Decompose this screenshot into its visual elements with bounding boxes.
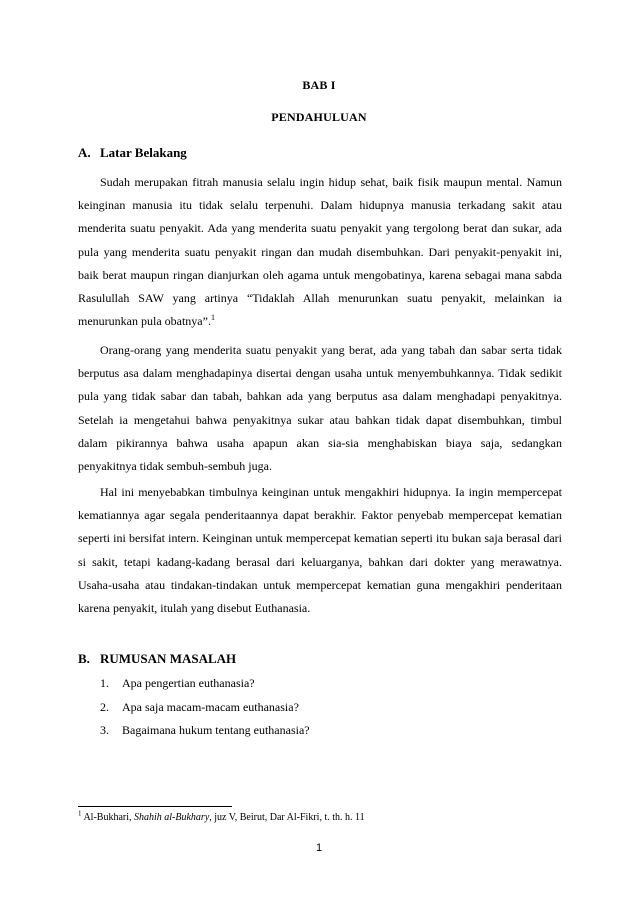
footnote-reference: 1 <box>210 313 215 323</box>
footnote-details: , juz V, Beirut, Dar Al-Fikri, t. th. h. 11 <box>209 812 365 823</box>
paragraph-3-text: Hal ini menyebabkan timbulnya keinginan untuk mengakhiri hidupnya. Ia ingin mempercepat kematiannya agar segala penderitaannya dapat berakhir. Faktor penyebab mempercepat kematian seperti ini bersifat intern. Keinginan untuk mempercepat kematian seperti itu bukan saja berasal dari si sakit, tetapi kadang-kadang berasal dari keluarganya, bahkan dari dokter yang merawatnya. Usaha-usaha atau tindakan-tindakan untuk mempercepat kematian guna mengakhiri penderitaan karena penyakit, itulah yang disebut Euthanasia. <box>78 485 562 616</box>
list-item-number: 1. <box>100 676 109 690</box>
section-b-letter: B. <box>78 651 90 666</box>
paragraph-1-text: Sudah merupakan fitrah manusia selalu ingin hidup sehat, baik fisik maupun mental. Namun keinginan manusia itu tidak selalu terpenuhi. Dalam hidupnya manusia terkadang sakit atau menderita suatu penyakit. Ada yang menderita suatu penyakit yang tergolong berat dan sukar, ada pula yang menderita suatu penyakit ringan dan mudah disembuhkan. Dari penyakit-penyakit ini, baik berat maupun ringan dianjurkan oleh agama untuk mengobatinya, karena sebagai mana sabda Rasulullah SAW yang artinya “Tidaklah Allah menurunkan suatu penyakit, melainkan ia menurunkan pula obatnya”. <box>78 175 562 329</box>
list-item-number: 3. <box>100 723 109 737</box>
footnote-author: Al-Bukhari, <box>83 812 132 823</box>
section-b-title: RUMUSAN MASALAH <box>100 651 237 666</box>
list-item-number: 2. <box>100 699 109 714</box>
list-item-text: Apa pengertian euthanasia? <box>122 676 255 690</box>
chapter-label: BAB I <box>302 78 336 92</box>
section-b-heading <box>78 651 236 667</box>
footnote-work: Shahih al-Bukhary <box>134 812 210 823</box>
section-a-title: Latar Belakang <box>100 145 187 160</box>
footnote-number: 1 <box>78 809 82 818</box>
section-a-letter: A. <box>78 145 91 160</box>
list-item <box>100 696 310 720</box>
list-item <box>100 719 310 743</box>
chapter-title: PENDAHULUAN <box>271 110 367 124</box>
footnote <box>78 809 365 823</box>
page-number: 1 <box>315 842 323 854</box>
paragraph-1 <box>78 171 562 333</box>
paragraph-3 <box>78 481 562 620</box>
list-item-text: Apa saja macam-macam euthanasia? <box>122 699 299 714</box>
question-list <box>100 672 310 743</box>
paragraph-2 <box>78 339 562 478</box>
list-item <box>100 672 310 696</box>
paragraph-2-text: Orang-orang yang menderita suatu penyakit yang berat, ada yang tabah dan sabar serta tidak berputus asa dalam menghadapinya disertai dengan usaha untuk menyembuhkannya. Tidak sedikit pula yang tidak sabar dan tabah, bahkan ada yang berputus asa dalam menghadapi penyakitnya. Setelah ia mengetahui bahwa penyakitnya sukar atau bahkan tidak dapat disembuhkan, timbul dalam pikirannya bahwa usaha apapun akan sia-sia menghabiskan biaya saja, sedangkan penyakitnya tidak sembuh-sembuh juga. <box>78 343 562 474</box>
section-a-heading <box>78 145 187 161</box>
footnote-separator <box>78 806 232 807</box>
list-item-text: Bagaimana hukum tentang euthanasia? <box>122 723 310 737</box>
